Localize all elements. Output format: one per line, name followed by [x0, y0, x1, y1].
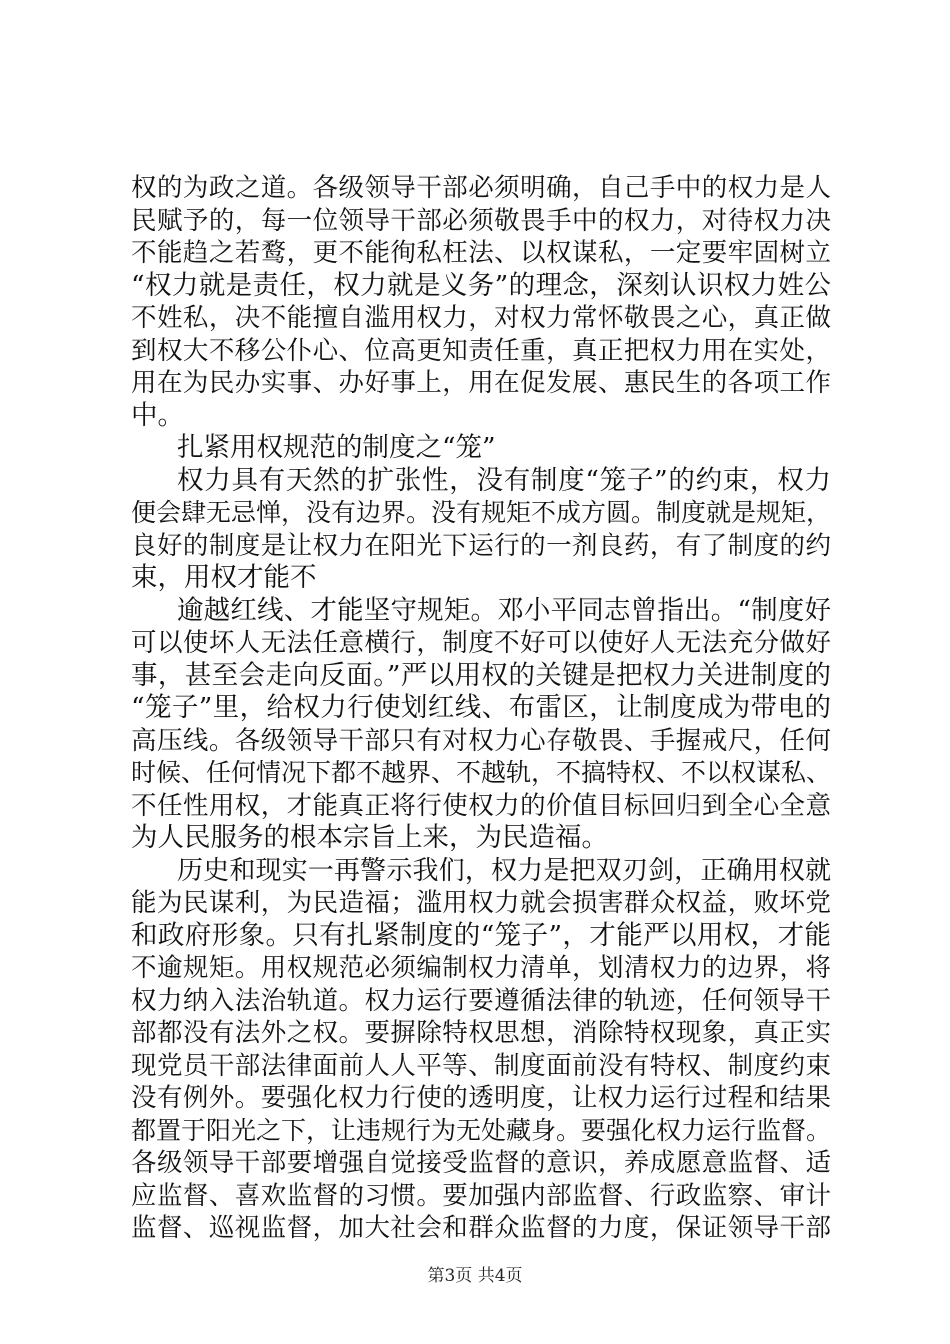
text-line: 中。: [131, 399, 184, 431]
text-line: 到权大不移公仆心、位高更知责任重，真正把权力用在实处，: [131, 335, 831, 366]
text-line: 应监督、喜欢监督的习惯。要加强内部监督、行政监察、审计: [131, 1180, 831, 1211]
text-line: 和政府形象。只有扎紧制度的“笼子”，才能严以用权，才能: [131, 919, 831, 951]
text-line: 时候、任何情况下都不越界、不越轨，不搞特权、不以权谋私、: [131, 758, 832, 787]
text-line: 部都没有法外之权。要摒除特权思想，消除特权现象，真正实: [131, 1018, 831, 1048]
text-line: 事，甚至会走向反面。”严以用权的关键是把权力关进制度的: [131, 659, 831, 691]
text-line: 逾越红线、才能坚守规矩。邓小平同志曾指出。“制度好: [177, 594, 831, 626]
text-line: 权的为政之道。各级领导干部必须明确，自己手中的权力是人: [131, 173, 831, 203]
body-text: [131, 172, 831, 1245]
text-line: 民赋予的，每一位领导干部必须敬畏手中的权力，对待权力决: [131, 205, 831, 236]
text-line: 可以使坏人无法任意横行，制度不好可以使好人无法充分做好: [131, 628, 831, 658]
text-line: 扎紧用权规范的制度之“笼”: [177, 432, 496, 463]
text-line: 不能趋之若鹜，更不能徇私枉法、以权谋私，一定要牢固树立: [131, 238, 831, 268]
text-line: 权力具有天然的扩张性，没有制度“笼子”的约束，权力: [177, 464, 831, 496]
text-line: “权力就是责任，权力就是义务”的理念，深刻认识权力姓公: [131, 269, 831, 301]
text-line: 各级领导干部要增强自觉接受监督的意识，养成愿意监督、适: [131, 1148, 831, 1178]
text-line: 现党员干部法律面前人人平等、制度面前没有特权、制度约束: [131, 1050, 831, 1081]
text-line: 良好的制度是让权力在阳光下运行的一剂良药，有了制度的约: [131, 530, 831, 561]
text-line: 高压线。各级领导干部只有对权力心存敬畏、手握戒尺，任何: [131, 725, 831, 756]
page-footer: 第3页 共4页: [427, 1266, 523, 1286]
text-line: 权力纳入法治轨道。权力运行要遵循法律的轨迹，任何领导干: [131, 985, 831, 1016]
text-line: 不姓私，决不能擅自滥用权力，对权力常怀敬畏之心，真正做: [131, 303, 831, 333]
text-line: 用在为民办实事、办好事上，用在促发展、惠民生的各项工作: [131, 368, 831, 398]
text-line: 不任性用权，才能真正将行使权力的价值目标回归到全心全意: [131, 790, 831, 821]
text-line: 不逾规矩。用权规范必须编制权力清单，划清权力的边界，将: [131, 953, 831, 983]
text-line: 束，用权才能不: [131, 562, 317, 593]
text-line: 便会肆无忌惮，没有边界。没有规矩不成方圆。制度就是规矩，: [131, 498, 832, 527]
text-line: 没有例外。要强化权力行使的透明度，让权力运行过程和结果: [131, 1083, 831, 1113]
text-line: 都置于阳光之下，让违规行为无处藏身。要强化权力运行监督。: [131, 1115, 832, 1145]
text-line: 监督、巡视监督，加大社会和群众监督的力度，保证领导干部: [131, 1213, 831, 1243]
text-line: 历史和现实一再警示我们，权力是把双刃剑，正确用权就: [177, 855, 831, 886]
text-line: 能为民谋利，为民造福；滥用权力就会损害群众权益，败坏党: [131, 888, 831, 918]
text-line: 为人民服务的根本宗旨上来，为民造福。: [131, 822, 608, 853]
text-line: “笼子”里，给权力行使划红线、布雷区，让制度成为带电的: [131, 692, 831, 723]
